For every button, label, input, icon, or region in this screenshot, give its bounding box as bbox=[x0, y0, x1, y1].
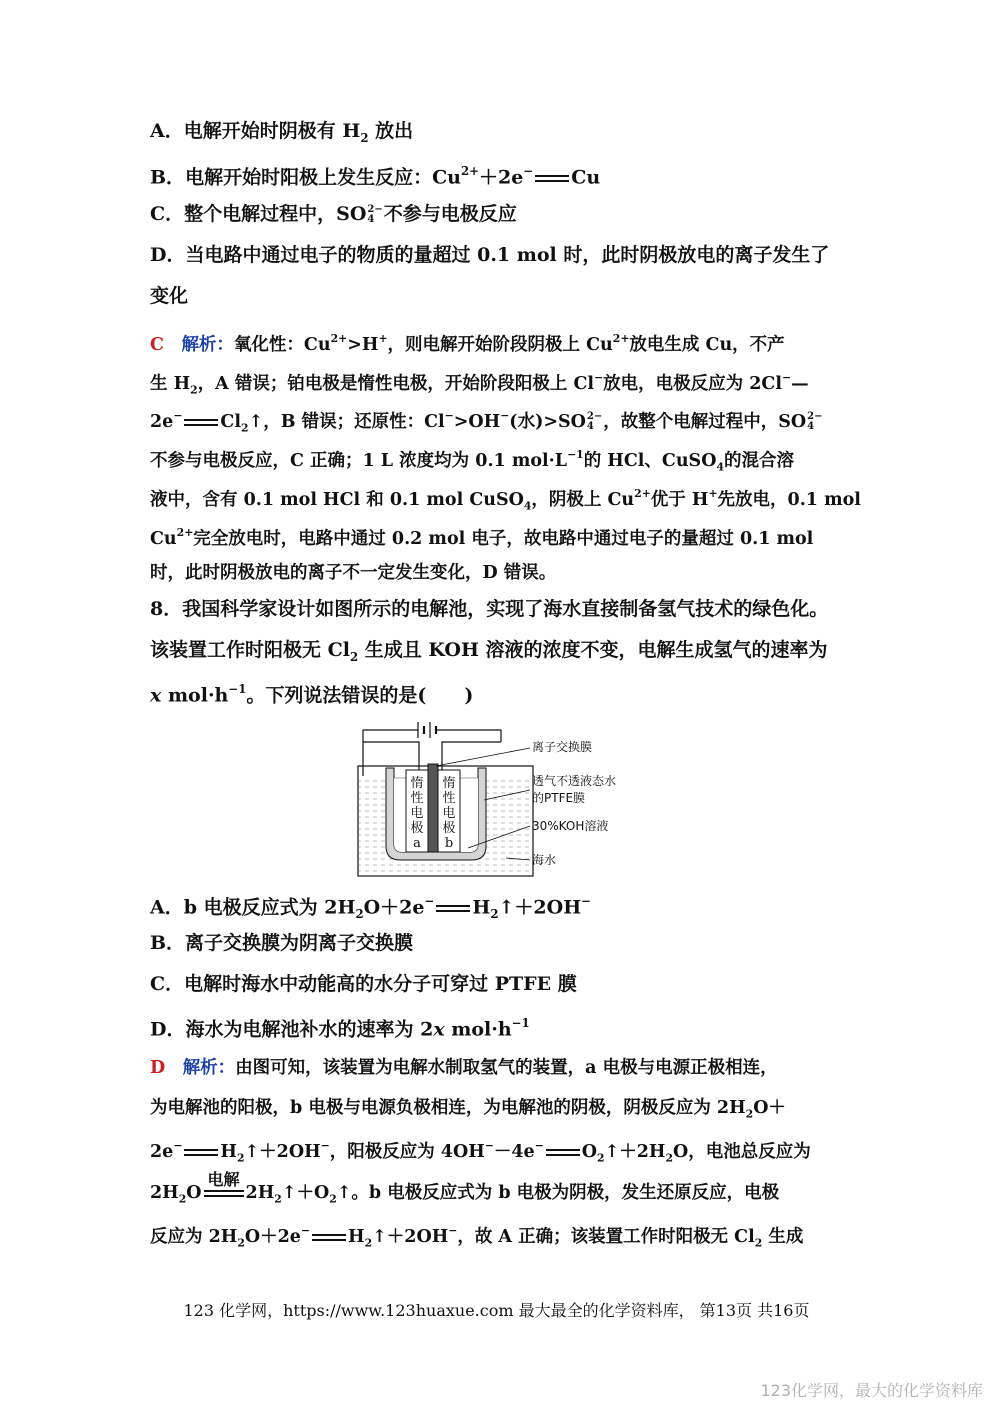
q8-answer-line2: 为电解池的阳极，b 电极与电源负极相连，为电解池的阴极，阴极反应为 $2H_2O+$ bbox=[150, 1098, 786, 1121]
q7-answer-line3: 2e− $Cl_2↑$，B 错误；还原性：Cl−>OH−(水)>SO 2− 4 ，故整个电解过程中，SO 2− 4 bbox=[150, 408, 823, 435]
electrolysis-cell-diagram bbox=[356, 718, 646, 883]
ion-exchange-membrane bbox=[428, 764, 438, 852]
q8-option-d: D．海水为电解池补水的速率为 2x $mol\cdot h^{-1}$ bbox=[150, 1015, 530, 1041]
equals-sign bbox=[436, 905, 470, 912]
svg-text:电: 电 bbox=[442, 806, 456, 821]
q8-stem-line2: 该装置工作时阳极无 $Cl_2$ 生成且 KOH 溶液的浓度不变，电解生成氢气的速率为 bbox=[150, 639, 828, 664]
q7-option-b: B．电解开始时阳极上发生反应：$Cu^{2+}+2e^-$ Cu bbox=[150, 163, 601, 189]
label-ptfe-line2: 的PTFE膜 bbox=[532, 791, 586, 805]
q7-answer-line5: 液中，含有 0.1 mol HCl 和 0.1 mol CuSO$_4$，阴极上 $Cu^{2+}$优于 H+先放电，0.1 mol bbox=[150, 486, 861, 513]
svg-text:惰: 惰 bbox=[410, 776, 424, 791]
svg-text:b: b bbox=[444, 836, 454, 851]
answer-key: D bbox=[150, 1058, 166, 1078]
svg-text:a: a bbox=[413, 836, 421, 851]
label-ptfe-line1: 透气不透液态水 bbox=[532, 774, 617, 788]
equals-electrolysis: 电解 bbox=[204, 1190, 244, 1197]
q8-option-a: A．b 电极反应式为 $2H_2O+2e^-$ $H_2↑+2OH^-$ bbox=[150, 893, 592, 922]
watermark: 123化学网，最大的化学资料库 bbox=[760, 1381, 983, 1400]
q7-answer-line1: C 解析：氧化性：$Cu^{2+}>H^+$，则电解开始阶段阴极上 $Cu^{2+}$放电生成 Cu，不产 bbox=[150, 331, 785, 355]
label-seawater: 海水 bbox=[532, 853, 557, 867]
q8-answer-line4: $2H_2O$ 电解 $2H_2↑+O_2↑$。b 电极反应式为 b 电极为阴极，发生还原反应，电极 bbox=[150, 1170, 780, 1206]
q8-answer-line3: 2e− $H_2↑+2OH^-$，阳极反应为 4OH−－4e− $O_2↑+2H_2O$，电池总反应为 bbox=[150, 1138, 811, 1165]
equals-sign bbox=[546, 1149, 580, 1156]
svg-text:电: 电 bbox=[410, 806, 424, 821]
svg-text:惰: 惰 bbox=[442, 776, 456, 791]
q7-answer-line2: 生 $H_2$，A 错误；铂电极是惰性电极，开始阶段阳极上 Cl−放电，电极反应为 2Cl−— bbox=[150, 370, 809, 397]
q8-option-b: B．离子交换膜为阴离子交换膜 bbox=[150, 932, 414, 954]
equals-sign bbox=[184, 419, 218, 426]
answer-label: 解析： bbox=[182, 1058, 236, 1078]
equals-sign bbox=[535, 175, 569, 182]
sulfate-charge: 2− 4 bbox=[367, 204, 383, 225]
q7-option-d-line2: 变化 bbox=[150, 285, 189, 307]
q8-stem-line3: x $mol\cdot h^{-1}$。下列说法错误的是( ) bbox=[150, 681, 474, 707]
q7-option-c: C．整个电解过程中，SO 2− 4 不参与电极反应 bbox=[150, 203, 517, 225]
q7-option-a: A．电解开始时阴极有 $H_2$ 放出 bbox=[150, 120, 414, 145]
answer-key: C bbox=[150, 334, 164, 355]
q8-stem-line1: 8．我国科学家设计如图所示的电解池，实现了海水直接制备氢气技术的绿色化。 bbox=[150, 598, 829, 620]
answer-label: 解析： bbox=[181, 334, 234, 355]
svg-text:极: 极 bbox=[442, 821, 456, 836]
q8-option-c: C．电解时海水中动能高的水分子可穿过 PTFE 膜 bbox=[150, 973, 577, 995]
label-ion-exchange-membrane: 离子交换膜 bbox=[532, 740, 593, 754]
q7-answer-line4: 不参与电极反应，C 正确；1 L 浓度均为 0.1 $mol\cdot L^{-1}$的 HCl、CuSO$_4$的混合溶 bbox=[150, 447, 794, 474]
q8-answer-line5: 反应为 $2H_2O+2e^-$ $H_2↑+2OH^-$，故 A 正确；该装置工作时阳极无 $Cl_2$ 生成 bbox=[150, 1223, 804, 1250]
q7-option-d-line1: D．当电路中通过电子的物质的量超过 0.1 mol 时，此时阴极放电的离子发生了 bbox=[150, 244, 830, 266]
svg-text:极: 极 bbox=[410, 821, 424, 836]
q7-answer-line6: $Cu^{2+}$完全放电时，电路中通过 0.2 mol 电子，故电路中通过电子的量超过 0.1 mol bbox=[150, 525, 814, 549]
svg-text:性: 性 bbox=[410, 791, 424, 806]
svg-text:性: 性 bbox=[442, 791, 456, 806]
q8-answer-line1: D 解析：由图可知，该装置为电解水制取氢气的装置，a 电极与电源正极相连， bbox=[150, 1058, 778, 1078]
label-koh-solution: 30%KOH溶液 bbox=[532, 819, 609, 833]
page-footer: 123 化学网，https://www.123huaxue.com 最大最全的化学资料库， 第13页 共16页 bbox=[183, 1301, 810, 1320]
equals-sign bbox=[184, 1149, 218, 1156]
equals-sign bbox=[312, 1234, 346, 1241]
q7-answer-line7: 时，此时阴极放电的离子不一定发生变化，D 错误。 bbox=[150, 563, 557, 583]
